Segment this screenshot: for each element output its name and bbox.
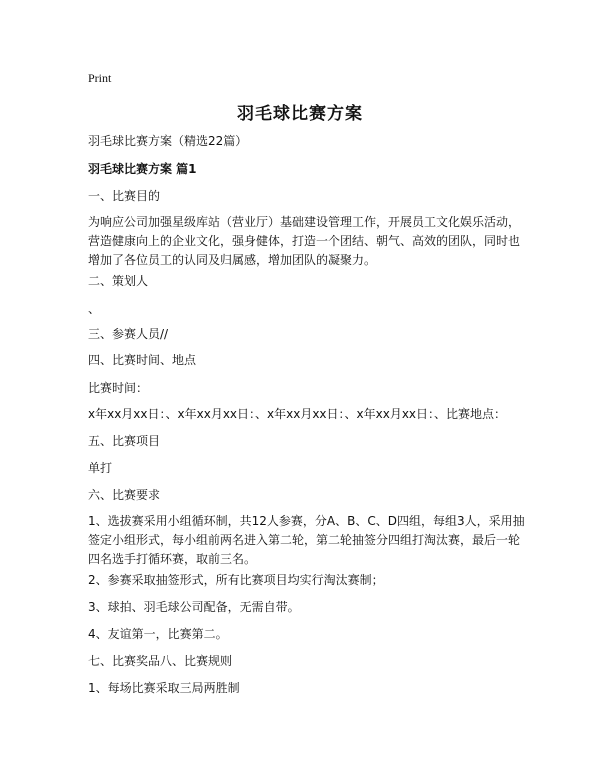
requirement-1: 1、选拔赛采用小组循环制，共12人参赛，分A、B、C、D四组，每组3人，采用抽签定小组形式，每小组前两名进入第二轮，第二轮抽签分四组打淘汰赛，最后一轮四名选手打循环赛，取前三名。: [88, 514, 525, 566]
requirement-3: 3、球拍、羽毛球公司配备，无需自带。: [88, 600, 300, 614]
section-heading-planner: 二、策划人: [88, 274, 149, 288]
document-subtitle: 羽毛球比赛方案（精选22篇）: [88, 134, 248, 148]
section-heading-purpose: 一、比赛目的: [88, 189, 161, 203]
match-dates-line: x年xx月xx日：、x年xx月xx日：、x年xx月xx日：、x年xx月xx日：、比赛地点：: [88, 407, 507, 421]
document-title: 羽毛球比赛方案: [237, 104, 363, 124]
rule-1: 1、每场比赛采取三局两胜制: [88, 681, 240, 695]
section-heading-prizes-rules: 七、比赛奖品八、比赛规则: [88, 654, 233, 668]
event-singles: 单打: [88, 461, 113, 475]
requirement-4: 4、友谊第一，比赛第二。: [88, 627, 228, 641]
planner-value: 、: [88, 302, 101, 316]
purpose-paragraph: 为响应公司加强星级库站（营业厅）基础建设管理工作，开展员工文化娱乐活动，营造健康向上的企业文化，强身健体，打造一个团结、朝气、高效的团队，同时也增加了各位员工的认同及归属感，增加团队的凝聚力。: [88, 215, 521, 267]
requirement-2: 2、参赛采取抽签形式，所有比赛项目均实行淘汰赛制；: [88, 573, 384, 587]
section-heading-time-location: 四、比赛时间、地点: [88, 353, 197, 367]
section-heading-requirements: 六、比赛要求: [88, 488, 161, 502]
section-heading-events: 五、比赛项目: [88, 434, 161, 448]
section-heading-participants: 三、参赛人员//: [88, 327, 169, 341]
print-link[interactable]: Print: [88, 71, 112, 85]
article-heading: 羽毛球比赛方案 篇1: [88, 162, 197, 176]
match-time-label: 比赛时间：: [88, 381, 149, 395]
